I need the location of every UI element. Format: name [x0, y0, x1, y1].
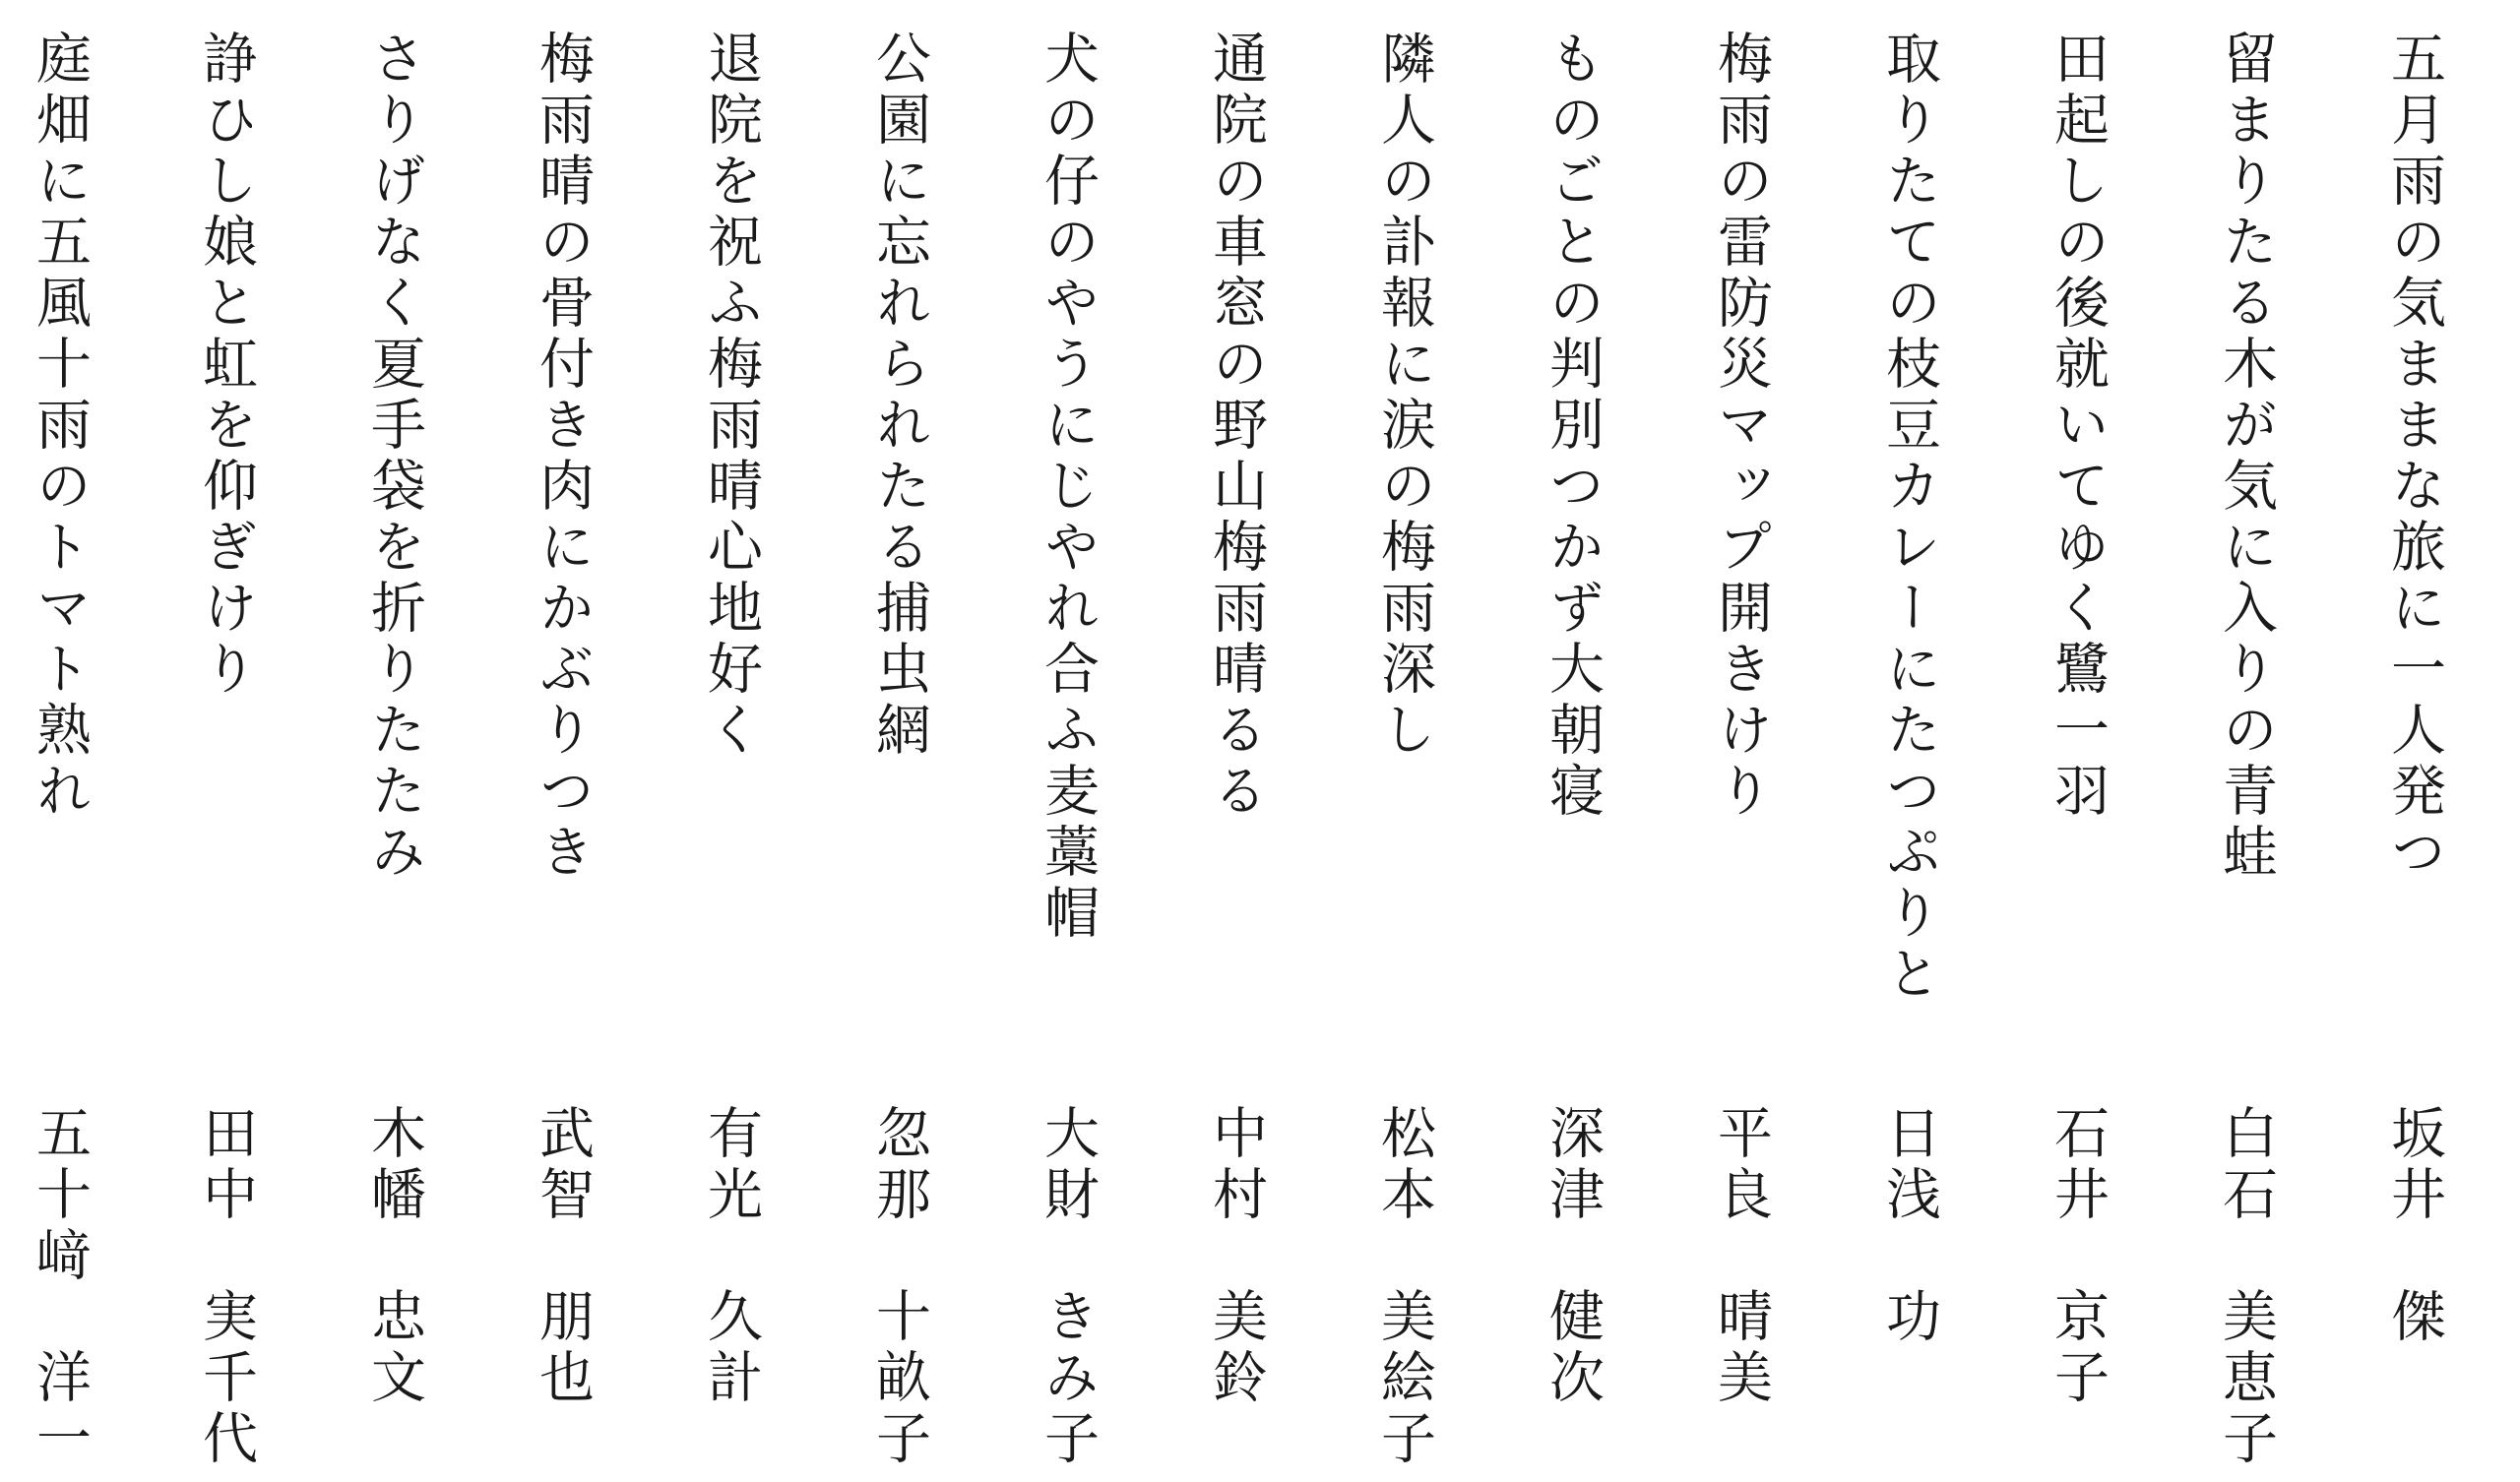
haiku-text: 犬の仔のやうにじやれ合ふ麦藁帽	[1036, 30, 1100, 945]
haiku-text: 田起しの後就いてゆく鷺一羽	[2046, 30, 2110, 823]
haiku-text: 梅雨晴の骨付き肉にかぶりつき	[531, 30, 595, 884]
haiku-entry	[1008, 0, 1126, 1482]
haiku-author: 日浅 功	[1877, 1104, 1941, 1348]
haiku-entry	[0, 0, 118, 1482]
haiku-entry	[166, 0, 284, 1482]
haiku-author: 松本 美絵子	[1372, 1104, 1436, 1470]
haiku-author: 平良 晴美	[1709, 1104, 1773, 1409]
haiku-entry	[840, 0, 958, 1482]
haiku-text: 梅雨の雷防災マップ開きけり	[1709, 30, 1773, 823]
haiku-author: 坂井 傑	[2382, 1104, 2446, 1348]
haiku-author: 石井 京子	[2046, 1104, 2110, 1409]
haiku-text: 五月雨の気ままな旅に一人発つ	[2382, 30, 2446, 884]
haiku-entry	[503, 0, 621, 1482]
haiku-author: 深津 健次	[1541, 1104, 1605, 1409]
haiku-text: 留まりたる木が気に入りの青蛙	[2214, 30, 2278, 884]
haiku-author: 五十﨑 洋一	[28, 1104, 92, 1470]
haiku-entry	[1345, 0, 1463, 1482]
haiku-text: 退院を祝ふ梅雨晴心地好く	[699, 30, 763, 762]
haiku-author: 武智 朋也	[531, 1104, 595, 1409]
haiku-text: 庭畑に五風十雨のトマト熟れ	[28, 30, 92, 823]
haiku-text: 取りたての枝豆カレーにたつぷりと	[1877, 30, 1941, 1006]
haiku-author: 木幡 忠文	[362, 1104, 426, 1409]
haiku-entry	[1176, 0, 1294, 1482]
haiku-author: 忽那 十畝子	[867, 1104, 931, 1470]
haiku-text: 公園に忘れられたる捕虫網	[867, 30, 931, 762]
haiku-author: 中村 美鈴	[1204, 1104, 1268, 1409]
haiku-text: 通院の車窓の野山梅雨晴るる	[1204, 30, 1268, 823]
haiku-entry	[2355, 0, 2473, 1482]
haiku-author: 白石 美恵子	[2214, 1104, 2278, 1470]
haiku-text: 諍ひし娘と虹を仰ぎけり	[194, 30, 258, 701]
haiku-entry	[1681, 0, 1799, 1482]
haiku-text: 隣人の訃報に涙の梅雨深し	[1372, 30, 1436, 762]
haiku-text: ものごとの判別つかず大朝寝	[1541, 30, 1605, 823]
haiku-author: 田中 実千代	[194, 1104, 258, 1470]
haiku-entry	[671, 0, 789, 1482]
haiku-text: さりげなく夏手袋を折りたたみ	[362, 30, 426, 884]
haiku-entry	[2186, 0, 2304, 1482]
haiku-author: 有光 久計	[699, 1104, 763, 1409]
haiku-entry	[2018, 0, 2136, 1482]
haiku-entry	[335, 0, 453, 1482]
haiku-entry	[1850, 0, 1968, 1482]
haiku-entry	[1513, 0, 1631, 1482]
haiku-author: 大財 きみ子	[1036, 1104, 1100, 1470]
